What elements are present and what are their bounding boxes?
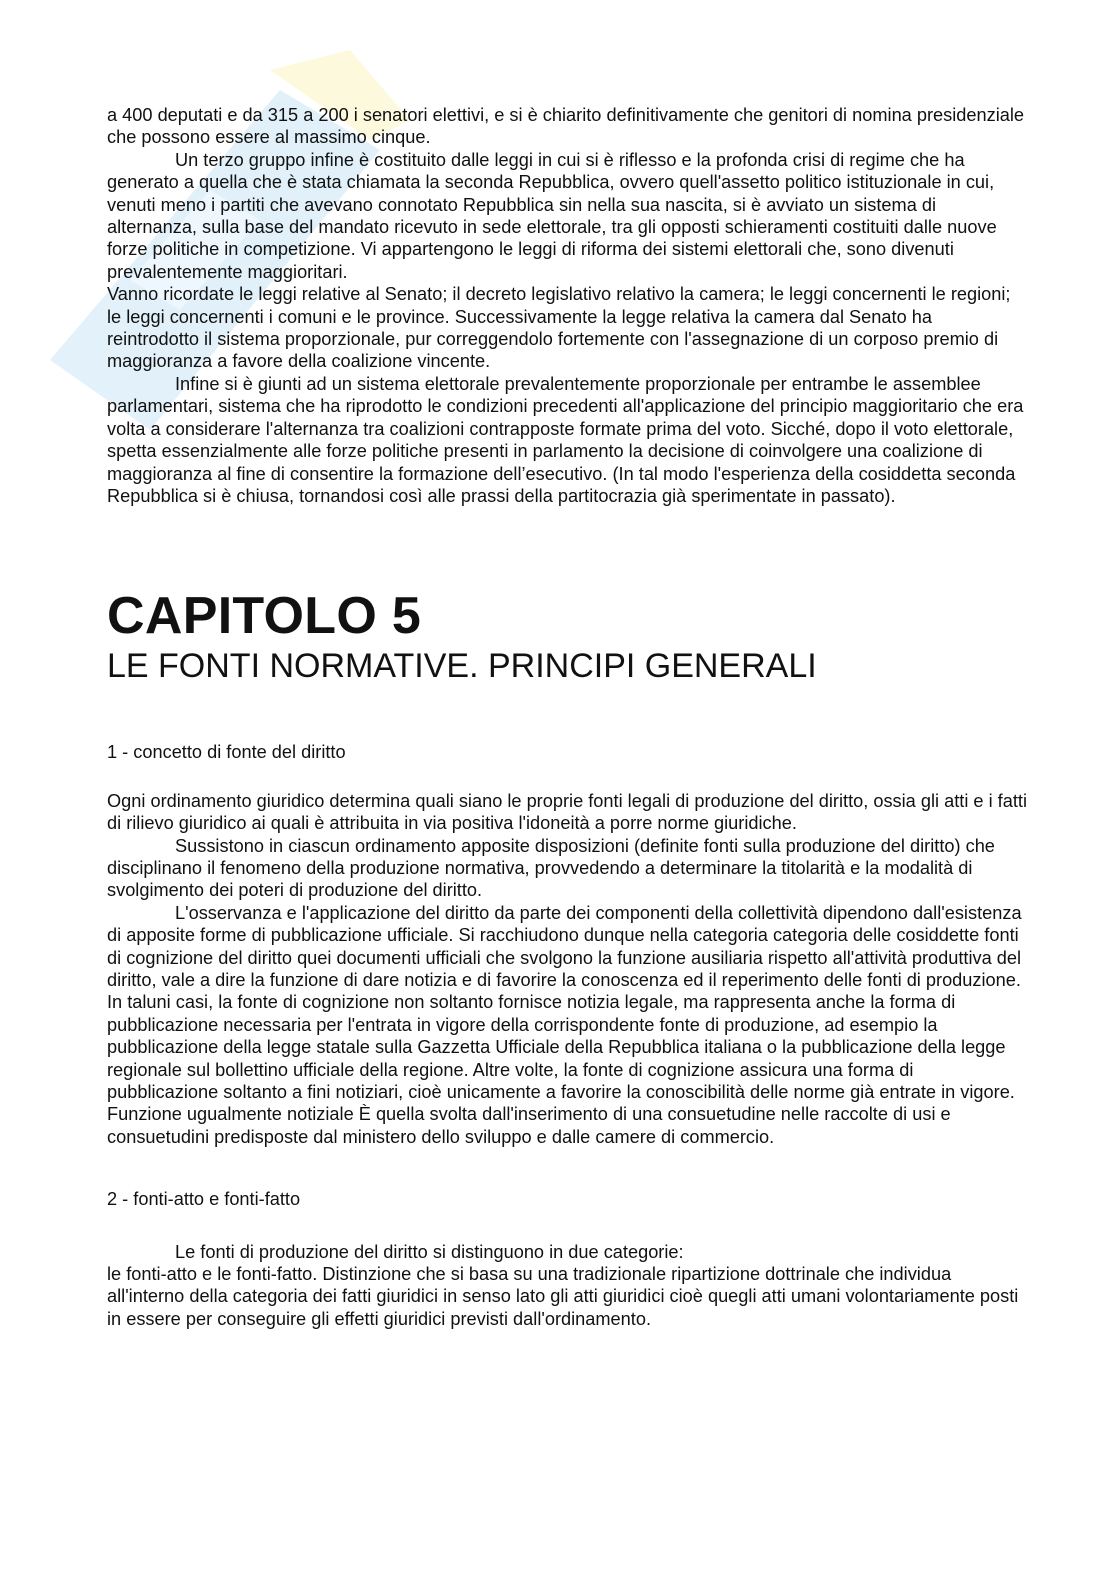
paragraph: Sussistono in ciascun ordinamento apposite disposizioni (definite fonti sulla produzione del diritto) che disciplinano il fenomeno della produzione normativa, provvedendo a determinare la titolarità e la modalità di svolgimento dei poteri di produzione del diritto. xyxy=(107,835,995,901)
chapter-title: LE FONTI NORMATIVE. PRINCIPI GENERALI xyxy=(107,647,817,686)
paragraph: Ogni ordinamento giuridico determina quali siano le proprie fonti legali di produzione del diritto, ossia gli atti e i fatti di rilievo giuridico ai quali è attribuita in via positiva l'idoneità a porre norme giuridiche. xyxy=(107,790,1027,834)
paragraph: Le fonti di produzione del diritto si distinguono in due categorie: xyxy=(175,1241,684,1262)
paragraph: Infine si è giunti ad un sistema elettorale prevalentemente proporzionale per entrambe le assemblee parlamentari, sistema che ha riprodotto le condizioni precedenti all'applicazione del principio maggioritario che era volta a considerare l'alternanza tra coalizioni contrapposte formate prima del voto. Sicché, dopo il voto elettorale, spetta essenzialmente alle forze politiche presenti in parlamento la decisione di coinvolgere una coalizione di maggioranza al fine di consentire la formazione dell’esecutivo. (In tal modo l'esperienza della cosiddetta seconda Repubblica si è chiusa, tornandosi così alle prassi della partitocrazia già sperimentate in passato). xyxy=(107,373,1024,506)
paragraph: le fonti-atto e le fonti-fatto. Distinzione che si basa su una tradizionale ripartizione dottrinale che individua all'interno della categoria dei fatti giuridici in senso lato gli atti giuridici cioè quegli atti umani volontariamente posti in essere per conseguire gli effetti giuridici previsti dall'ordinamento. xyxy=(107,1264,1019,1329)
paragraph: a 400 deputati e da 315 a 200 i senatori elettivi, e si è chiarito definitivamente che genitori di nomina presidenziale che possono essere al massimo cinque. xyxy=(107,105,1025,148)
chapter-number: CAPITOLO 5 xyxy=(107,587,422,646)
section-heading: 1 - concetto di fonte del diritto xyxy=(107,742,346,763)
paragraph: Un terzo gruppo infine è costituito dalle leggi in cui si è riflesso e la profonda crisi di regime che ha generato a quella che è stata chiamata la seconda Repubblica, ovvero quell'assetto politico istituzionale in cui, venuti meno i partiti che avevano connotato Repubblica sin nella sua nascita, si è avviato un sistema di alternanza, sulla base del mandato ricevuto in sede elettorale, tra gli opposti schieramenti costituiti dalle nuove forze politiche in competizione. Vi appartengono le leggi di riforma dei sistemi elettorali che, sono divenuti prevalentemente maggioritari. xyxy=(107,149,997,282)
paragraph: L'osservanza e l'applicazione del diritto da parte dei componenti della collettività dipendono dall'esistenza di apposite forme di pubblicazione ufficiale. Si racchiudono dunque nella categoria categoria delle cosiddette fonti di cognizione del diritto quei documenti ufficiali che svolgono la funzione ausiliaria rispetto all'attività produttiva del diritto, vale a dire la funzione di dare notizia e di favorire la conoscenza ed il reperimento delle fonti di produzione. In taluni casi, la fonte di cognizione non soltanto fornisce notizia legale, ma rappresenta anche la forma di pubblicazione necessaria per l'entrata in vigore della corrispondente fonte di produzione, ad esempio la pubblicazione della legge statale sulla Gazzetta Ufficiale della Repubblica italiana o la pubblicazione della legge regionale sul bollettino ufficiale della regione. Altre volte, la fonte di cognizione assicura una forma di pubblicazione soltanto a fini notiziari, cioè unicamente a favorire la conoscibilità delle norme già entrate in vigore. Funzione ugualmente notiziale È quella svolta dall'inserimento di una consuetudine nelle raccolte di usi e consuetudini predisposte dal ministero dello sviluppo e dalle camere di commercio. xyxy=(107,902,1022,1147)
section-heading: 2 - fonti-atto e fonti-fatto xyxy=(107,1189,301,1210)
document-page xyxy=(107,104,1027,1330)
paragraph: Vanno ricordate le leggi relative al Senato; il decreto legislativo relativo la camera; le leggi concernenti le regioni; le leggi concernenti i comuni e le province. Successivamente la legge relativa la camera dal Senato ha reintrodotto il sistema proporzionale, pur correggendolo fortemente con l'assegnazione di un corposo premio di maggioranza a favore della coalizione vincente. xyxy=(107,284,1011,372)
